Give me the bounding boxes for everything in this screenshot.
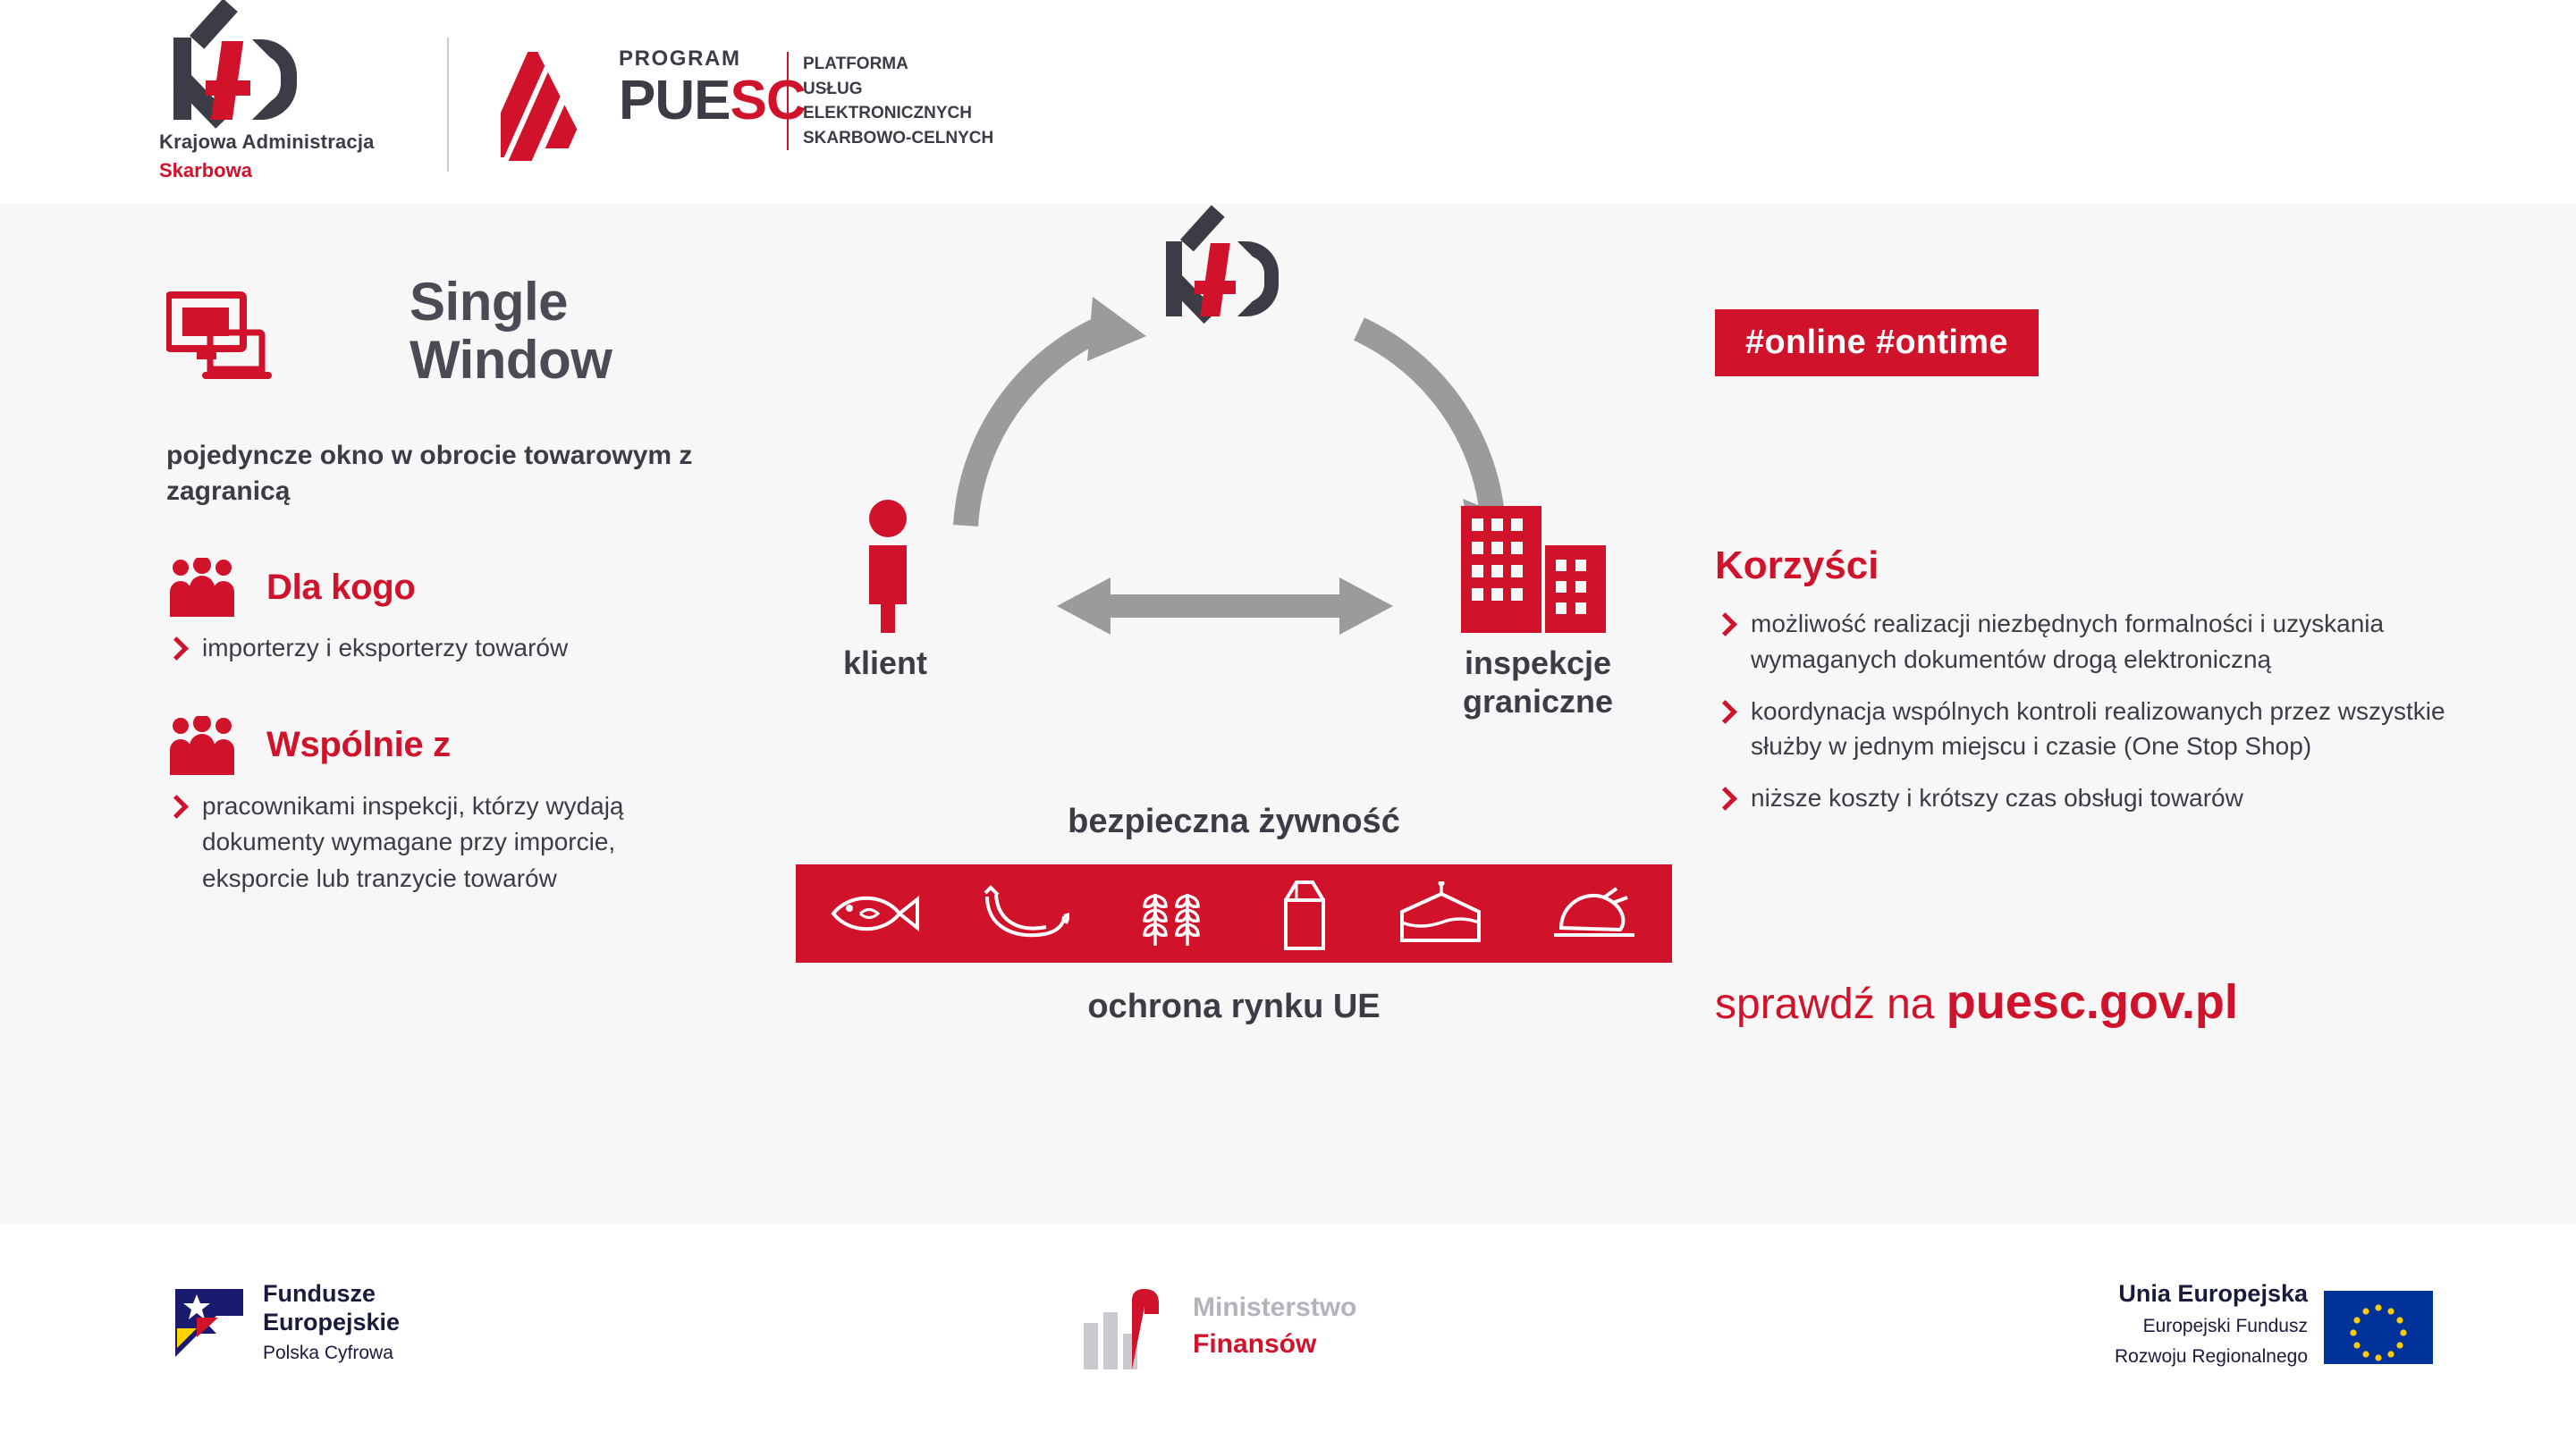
people-group-icon <box>166 716 249 775</box>
puesc-subtitle-line-1: PLATFORMA <box>803 55 908 73</box>
people-group-icon <box>166 558 249 617</box>
list-item <box>1715 694 2457 765</box>
single-window-description: pojedyncze okno w obrocie towarowym z zagranicą <box>166 441 693 506</box>
section-dla-kogo <box>166 557 783 667</box>
mf-logo-icon <box>1080 1287 1178 1373</box>
cycle-node-label-inspections-line2: graniczne <box>1462 683 1614 720</box>
ministry-of-finance-text <box>1193 1293 1356 1360</box>
cycle-diagram <box>742 231 1726 803</box>
cycle-node-label-inspections <box>1359 644 1717 720</box>
puesc-subtitle-line-3: ELEKTRONICZNYCH <box>803 104 972 123</box>
eu-line-3: Rozwoju Regionalnego <box>2115 1346 2308 1368</box>
kas-logo <box>159 34 401 181</box>
kas-logo-line1: Krajowa Administracja <box>159 131 375 153</box>
eu-line-1: Unia Europejska <box>2118 1280 2308 1307</box>
puesc-sc-label: SC <box>730 70 806 131</box>
puesc-subtitle <box>787 52 993 150</box>
benefit-item-3: niższe koszty i krótszy czas obsługi towarów <box>1751 784 2243 812</box>
eu-line-2: Europejski Fundusz <box>2142 1316 2308 1336</box>
benefits-title: Korzyści <box>1715 543 1879 587</box>
puesc-subtitle-line-2: USŁUG <box>803 79 863 98</box>
benefit-item-1: możliwość realizacji niezbędnych formalności i uzyskania wymaganych dokumentów drogą elektroniczną <box>1751 610 2385 673</box>
puesc-pue-label: PUE <box>619 70 731 131</box>
section-title-dla-kogo: Dla kogo <box>266 567 416 607</box>
hashtag-badge: #online #ontime <box>1715 309 2039 376</box>
list-item <box>1715 606 2457 678</box>
eu-funds-logo <box>170 1280 465 1387</box>
chevron-right-icon <box>1715 786 1735 813</box>
eu-flag-icon <box>2324 1291 2433 1364</box>
european-union-logo <box>1986 1280 2433 1387</box>
page-title-line-1: Single <box>410 272 569 332</box>
food-safety-subtitle: ochrona rynku UE <box>1087 988 1381 1025</box>
puesc-subtitle-line-4: SKARBOWO-CELNYCH <box>803 128 994 147</box>
person-icon <box>848 499 928 633</box>
puesc-wordmark <box>619 48 806 129</box>
food-icons-bar <box>796 864 1672 963</box>
buildings-icon <box>1457 499 1609 633</box>
cycle-node-label-inspections-line1: inspekcje <box>1464 644 1612 681</box>
section-wspolnie-z <box>166 715 783 897</box>
dla-kogo-bullet-1: importerzy i eksporterzy towarów <box>202 634 569 662</box>
wspolnie-z-bullet-1: pracownikami inspekcji, którzy wydają dokumenty wymagane przy imporcie, eksporcie lub tranzycie towarów <box>202 791 624 892</box>
eu-funds-line-2: Europejskie <box>263 1308 401 1335</box>
eu-funds-line-3: Polska Cyfrowa <box>263 1342 393 1363</box>
benefit-item-2: koordynacja wspólnych kontroli realizowanych przez wszystkie służby w jednym miejscu i czasie (One Stop Shop) <box>1751 696 2445 761</box>
main-panel <box>0 204 2576 1225</box>
single-window-heading <box>166 272 783 418</box>
benefits-list <box>1715 606 2457 832</box>
ministry-line-1: Ministerstwo <box>1193 1293 1357 1322</box>
ministry-of-finance-logo <box>1080 1284 1438 1382</box>
chevron-right-icon <box>166 636 186 662</box>
left-column <box>166 272 783 897</box>
cta-text[interactable] <box>1715 974 2238 1030</box>
eu-funds-flag-icon <box>170 1282 249 1364</box>
cta-link[interactable]: puesc.gov.pl <box>1946 975 2238 1029</box>
puesc-logo <box>501 39 1001 164</box>
european-union-text <box>2115 1280 2308 1369</box>
page-title <box>410 274 612 390</box>
list-item <box>1715 780 2457 816</box>
milk-carton-icon <box>1273 877 1336 950</box>
puesc-logo-icon <box>501 43 610 161</box>
food-safety-title: bezpieczna żywność <box>1068 803 1400 840</box>
chevron-right-icon <box>1715 611 1735 638</box>
food-safety-block <box>742 803 1726 1026</box>
puesc-program-label: PROGRAM <box>619 46 741 71</box>
list-item <box>166 630 783 667</box>
fish-icon <box>824 884 923 943</box>
ministry-line-2: Finansów <box>1193 1328 1317 1359</box>
cta-prefix: sprawdź na <box>1715 981 1947 1028</box>
footer <box>0 1225 2576 1449</box>
poultry-icon <box>1545 881 1643 946</box>
kas-logo-line2: Skarbowa <box>159 159 252 181</box>
header <box>0 0 2576 204</box>
section-title-wspolnie-z: Wspólnie z <box>266 725 451 765</box>
kas-logo-icon <box>170 34 304 123</box>
wheat-icon <box>1127 880 1216 948</box>
page-title-line-2: Window <box>410 329 612 390</box>
center-column <box>742 231 1726 1205</box>
cycle-node-label-client: klient <box>842 644 928 681</box>
eu-funds-text <box>263 1280 400 1364</box>
chevron-right-icon <box>166 794 186 821</box>
banana-icon <box>980 884 1069 943</box>
list-item <box>166 788 783 897</box>
chevron-right-icon <box>1715 699 1735 726</box>
header-divider <box>447 38 449 172</box>
eu-funds-line-1: Fundusze <box>263 1280 376 1307</box>
monitor-laptop-icon <box>166 291 274 390</box>
cake-slice-icon <box>1393 881 1488 946</box>
